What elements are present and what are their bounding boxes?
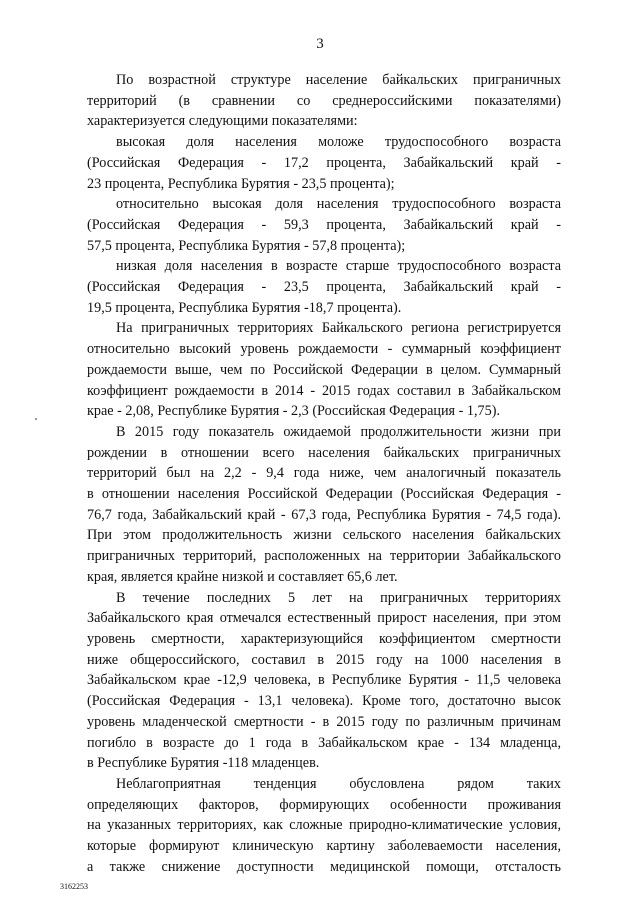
- paragraph-line: рождаемости выше, чем по Российской Федерации в целом. Суммарный: [87, 361, 561, 378]
- paragraph-line: Неблагоприятная тенденция обусловлена рядом таких: [116, 775, 561, 792]
- paragraph-line: крае - 2,08, Республике Бурятия - 2,3 (Российская Федерация - 1,75).: [87, 403, 501, 420]
- paragraph-line: территорий был на 2,2 - 9,4 года ниже, чем аналогичный показатель: [87, 465, 561, 482]
- paragraph-line: а также снижение доступности медицинской помощи, отсталость: [87, 858, 561, 875]
- paragraph-line: 23 процента, Республика Бурятия - 23,5 процента);: [87, 175, 395, 192]
- paragraph-line: рождении в отношении всего населения байкальских приграничных: [87, 444, 561, 461]
- paragraph: [87, 256, 561, 318]
- paragraph-line: в Республике Бурятия -118 младенцев.: [87, 755, 320, 772]
- paragraph-line: 19,5 процента, Республика Бурятия -18,7 процента).: [87, 299, 402, 316]
- paragraph-line: (Российская Федерация - 13,1 человека). Кроме того, достаточно высок: [87, 693, 561, 710]
- paragraph-line: низкая доля населения в возрасте старше трудоспособного возраста: [116, 258, 561, 275]
- paragraph-line: высокая доля населения моложе трудоспособного возраста: [116, 134, 561, 151]
- paragraph: [87, 588, 561, 774]
- paragraph-line: (Российская Федерация - 17,2 процента, Забайкальский край -: [87, 154, 561, 171]
- paragraph-line: края, является крайне низкой и составляет 65,6 лет.: [87, 568, 398, 585]
- paragraph-line: которые формируют клиническую картину заболеваемости населения,: [87, 838, 561, 855]
- document-code: 3162253: [60, 882, 88, 891]
- paragraph-line: В течение последних 5 лет на приграничных территориях: [116, 589, 561, 606]
- paragraph-line: приграничных территорий, расположенных на территории Забайкальского: [87, 548, 561, 565]
- paragraph-line: (Российская Федерация - 23,5 процента, Забайкальский край -: [87, 279, 561, 296]
- margin-mark: [35, 418, 37, 420]
- paragraph-line: определяющих факторов, формирующих особенности проживания: [87, 796, 561, 813]
- paragraph-line: 76,7 года, Забайкальский край - 67,3 года, Республика Бурятия - 74,5 года).: [87, 506, 561, 523]
- paragraph-line: 57,5 процента, Республика Бурятия - 57,8 процента);: [87, 237, 406, 254]
- paragraph-line: На приграничных территориях Байкальского региона регистрируется: [116, 320, 561, 337]
- paragraph: [87, 422, 561, 588]
- paragraph-line: (Российская Федерация - 59,3 процента, Забайкальский край -: [87, 216, 561, 233]
- paragraph-line: в отношении населения Российской Федерации (Российская Федерация -: [87, 486, 561, 503]
- paragraph-line: погибло в возрасте до 1 года в Забайкальском крае - 134 младенца,: [87, 734, 561, 751]
- page-number: 3: [316, 36, 324, 52]
- paragraph: [87, 194, 561, 256]
- paragraph-line: относительно высокая доля населения трудоспособного возраста: [116, 196, 561, 213]
- paragraph-line: Забайкальском крае -12,9 человека, в Республике Бурятия - 11,5 человека: [87, 672, 561, 689]
- paragraph-line: характеризуется следующими показателями:: [87, 113, 358, 130]
- paragraph-line: ниже общероссийского, составил в 2015 году на 1000 населения в: [87, 651, 561, 668]
- paragraph: [87, 318, 561, 422]
- paragraph-line: Забайкальского края отмечался естественный прирост населения, при этом: [87, 610, 561, 627]
- paragraph-line: уровень смертности, характеризующийся коэффициентом смертности: [87, 630, 561, 647]
- paragraph-line: территорий (в сравнении со среднероссийскими показателями): [87, 92, 561, 109]
- paragraph: [87, 774, 561, 878]
- paragraph-line: относительно высокий уровень рождаемости - суммарный коэффициент: [87, 341, 561, 358]
- paragraph-line: По возрастной структуре население байкальских приграничных: [116, 72, 561, 88]
- paragraph: [87, 132, 561, 194]
- paragraph-line: коэффициент рождаемости в 2014 - 2015 годах составил в Забайкальском: [87, 382, 561, 399]
- paragraph: [87, 70, 561, 132]
- document-body: [87, 70, 561, 877]
- paragraph-line: уровень младенческой смертности - в 2015 году по различным причинам: [87, 713, 561, 730]
- paragraph-line: на указанных территориях, как сложные природно-климатические условия,: [87, 817, 561, 834]
- paragraph-line: В 2015 году показатель ожидаемой продолжительности жизни при: [116, 423, 561, 440]
- paragraph-line: При этом продолжительность жизни сельского населения байкальских: [87, 527, 561, 544]
